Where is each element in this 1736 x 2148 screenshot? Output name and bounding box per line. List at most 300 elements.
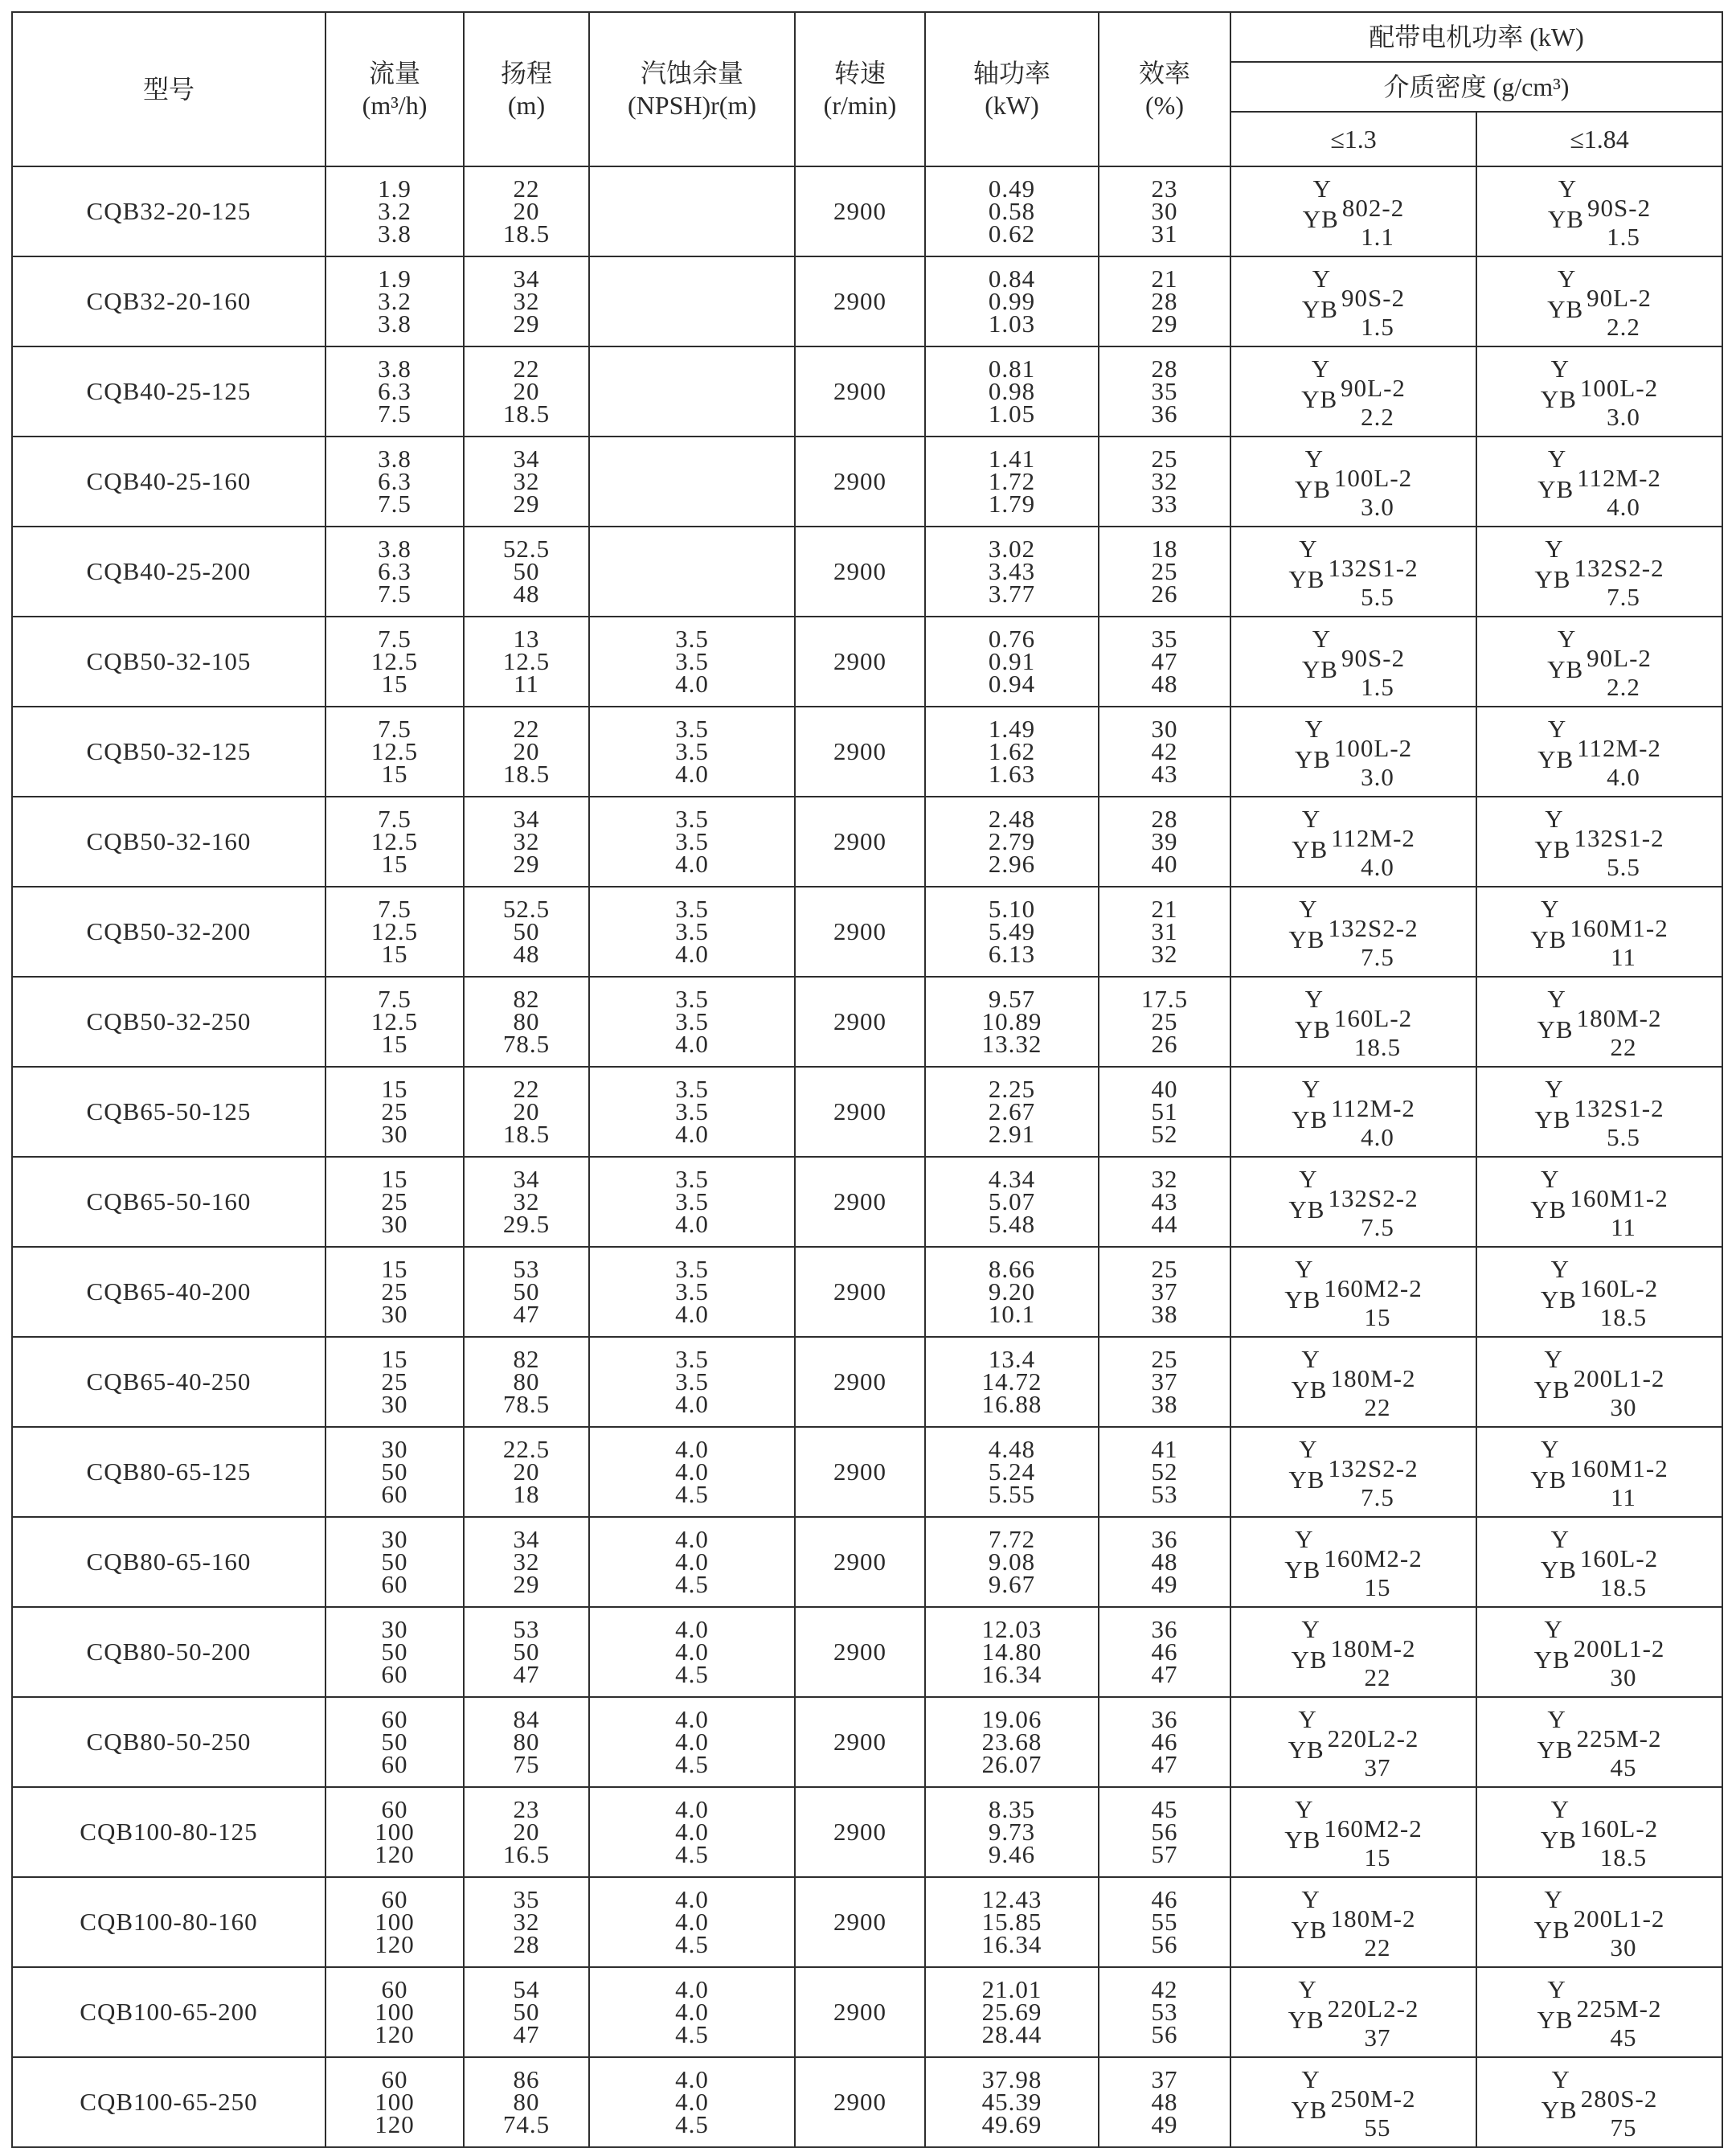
head-values-value: 22 xyxy=(513,355,540,383)
motor-low-density xyxy=(1301,624,1406,701)
efficiency-values-value: 36 xyxy=(1151,1525,1178,1553)
npsh-cell xyxy=(589,1697,795,1787)
npsh-cell xyxy=(589,1607,795,1697)
motor-low-cell xyxy=(1230,617,1476,707)
flow-values xyxy=(326,1255,463,1328)
efficiency-values-value: 32 xyxy=(1151,940,1178,968)
power-values xyxy=(926,895,1098,968)
head-values-value: 80 xyxy=(513,2088,540,2116)
table-row xyxy=(12,1967,1722,2057)
model-name: CQB40-25-125 xyxy=(86,377,252,405)
power-values xyxy=(926,1975,1098,2048)
head-values xyxy=(465,2065,588,2138)
motor-series-y: Y xyxy=(1550,1524,1570,1553)
flow-values-value: 60 xyxy=(381,2065,408,2093)
efficiency-values xyxy=(1099,264,1230,338)
head-values-value: 50 xyxy=(513,557,540,585)
head-values-value: 20 xyxy=(513,377,540,405)
power-values-value: 9.08 xyxy=(988,1547,1036,1576)
efficiency-cell xyxy=(1099,1877,1230,1967)
motor-series-yb: YB xyxy=(1294,1015,1331,1043)
head-values xyxy=(465,535,588,608)
efficiency-cell xyxy=(1099,256,1230,346)
motor-model: 220L2-2 xyxy=(1327,1724,1419,1752)
table-row xyxy=(12,1157,1722,1247)
motor-low-cell xyxy=(1230,1157,1476,1247)
motor-high-density xyxy=(1541,2064,1658,2142)
head-values-value: 34 xyxy=(513,1165,540,1193)
npsh-values xyxy=(590,2065,794,2138)
flow-values-value: 100 xyxy=(375,1998,415,2026)
power-values xyxy=(926,985,1098,1058)
head-cell xyxy=(464,797,589,887)
motor-high-density xyxy=(1530,1164,1668,1241)
npsh-values-value: 4.0 xyxy=(675,2065,709,2093)
power-values-value: 9.20 xyxy=(988,1277,1036,1306)
motor-low-density xyxy=(1288,1704,1419,1781)
efficiency-values xyxy=(1099,174,1230,248)
power-values-value: 26.07 xyxy=(981,1750,1042,1778)
head-cell xyxy=(464,1337,589,1427)
efficiency-values-value: 30 xyxy=(1151,197,1178,225)
flow-values-value: 60 xyxy=(381,1570,408,1598)
model-name: CQB100-65-200 xyxy=(80,1998,258,2026)
flow-values-value: 7.5 xyxy=(378,895,411,923)
motor-model: 160M1-2 xyxy=(1570,1183,1668,1212)
flow-values-value: 15 xyxy=(381,940,408,968)
npsh-values-value: 4.0 xyxy=(675,850,709,878)
motor-low-density xyxy=(1301,264,1406,341)
npsh-values-value: 3.5 xyxy=(675,1345,709,1373)
npsh-values xyxy=(590,1615,794,1688)
head-values-value: 34 xyxy=(513,264,540,293)
motor-high-density xyxy=(1533,1884,1665,1961)
flow-cell xyxy=(326,887,464,977)
speed-cell xyxy=(795,1337,925,1427)
npsh-values-value: 4.5 xyxy=(675,1660,709,1688)
head-cell xyxy=(464,1427,589,1517)
head-values-value: 20 xyxy=(513,1097,540,1125)
flow-values-value: 15 xyxy=(381,1165,408,1193)
flow-values-value: 50 xyxy=(381,1457,408,1486)
head-values xyxy=(465,1165,588,1238)
npsh-values xyxy=(590,1435,794,1508)
speed-value: 2900 xyxy=(833,737,886,765)
table-row xyxy=(12,1247,1722,1337)
flow-values-value: 1.9 xyxy=(378,174,411,203)
npsh-values-value: 4.5 xyxy=(675,1570,709,1598)
efficiency-values-value: 25 xyxy=(1151,557,1178,585)
motor-series-y: Y xyxy=(1550,1794,1570,1823)
motor-kw: 5.5 xyxy=(1607,1122,1640,1151)
head-values-value: 18.5 xyxy=(502,760,551,788)
flow-values xyxy=(326,264,463,338)
table-body xyxy=(12,166,1722,2147)
motor-low-density xyxy=(1291,1614,1416,1691)
motor-low-density xyxy=(1291,1884,1416,1961)
motor-model: 100L-2 xyxy=(1333,733,1413,762)
npsh-cell xyxy=(589,256,795,346)
speed-value: 2900 xyxy=(833,1638,886,1666)
npsh-values-value: 3.5 xyxy=(675,1165,709,1193)
efficiency-values-value: 57 xyxy=(1151,1840,1178,1868)
motor-series-yb: YB xyxy=(1540,384,1577,413)
efficiency-values xyxy=(1099,1975,1230,2048)
power-values-value: 7.72 xyxy=(988,1525,1036,1553)
head-values-value: 52.5 xyxy=(502,535,551,563)
motor-series-yb: YB xyxy=(1533,1375,1570,1404)
flow-values-value: 25 xyxy=(381,1187,408,1215)
power-values-value: 0.76 xyxy=(988,625,1036,653)
efficiency-cell xyxy=(1099,1427,1230,1517)
model-cell xyxy=(12,617,326,707)
efficiency-values-value: 26 xyxy=(1151,580,1178,608)
speed-cell xyxy=(795,1697,925,1787)
head-values-value: 29.5 xyxy=(502,1210,551,1238)
power-values xyxy=(926,1345,1098,1418)
npsh-values-value: 4.5 xyxy=(675,2020,709,2048)
flow-values xyxy=(326,1705,463,1778)
npsh-values xyxy=(590,715,794,788)
flow-values-value: 7.5 xyxy=(378,715,411,743)
motor-kw: 37 xyxy=(1364,2023,1391,2052)
power-values-value: 2.79 xyxy=(988,827,1036,855)
motor-kw: 2.2 xyxy=(1361,402,1394,431)
model-cell xyxy=(12,166,326,256)
motor-series-y: Y xyxy=(1301,1074,1321,1103)
efficiency-values-value: 45 xyxy=(1151,1795,1178,1823)
npsh-values-value: 4.5 xyxy=(675,1480,709,1508)
efficiency-values-value: 47 xyxy=(1151,1750,1178,1778)
motor-high-density xyxy=(1547,264,1652,341)
npsh-values xyxy=(590,895,794,968)
motor-kw: 22 xyxy=(1364,1933,1391,1961)
efficiency-values-value: 17.5 xyxy=(1140,985,1189,1013)
motor-series-y: Y xyxy=(1557,264,1577,293)
flow-values xyxy=(326,625,463,698)
head-values-value: 84 xyxy=(513,1705,540,1733)
head-cell xyxy=(464,1517,589,1607)
motor-low-cell xyxy=(1230,166,1476,256)
motor-low-density xyxy=(1294,984,1413,1061)
power-cell xyxy=(925,527,1099,617)
efficiency-cell xyxy=(1099,1517,1230,1607)
motor-model: 160M2-2 xyxy=(1324,1543,1423,1572)
head-cell xyxy=(464,887,589,977)
model-name: CQB100-80-125 xyxy=(80,1818,258,1846)
motor-series-y: Y xyxy=(1550,354,1570,383)
motor-series-y: Y xyxy=(1547,444,1567,473)
power-values-value: 49.69 xyxy=(981,2110,1042,2138)
motor-low-cell xyxy=(1230,1787,1476,1877)
efficiency-cell xyxy=(1099,977,1230,1067)
motor-series-y: Y xyxy=(1550,1254,1570,1283)
efficiency-cell xyxy=(1099,2057,1230,2147)
motor-series-yb: YB xyxy=(1533,1645,1570,1674)
motor-series-y: Y xyxy=(1547,1704,1566,1733)
header-medium-density: 介质密度 (g/cm³) xyxy=(1230,62,1722,112)
motor-kw: 45 xyxy=(1610,1752,1637,1781)
model-cell xyxy=(12,437,326,527)
efficiency-values xyxy=(1099,1795,1230,1868)
header-speed: 转速 (r/min) xyxy=(795,12,925,166)
table-row xyxy=(12,2057,1722,2147)
model-cell xyxy=(12,1337,326,1427)
flow-values-value: 100 xyxy=(375,1818,415,1846)
power-values-value: 25.69 xyxy=(981,1998,1042,2026)
motor-series-yb: YB xyxy=(1288,1465,1325,1494)
head-cell xyxy=(464,617,589,707)
motor-model: 180M-2 xyxy=(1330,1634,1416,1662)
efficiency-values xyxy=(1099,985,1230,1058)
head-values-value: 80 xyxy=(513,1367,540,1396)
motor-series-yb: YB xyxy=(1301,654,1338,683)
head-values xyxy=(465,1705,588,1778)
motor-series-yb: YB xyxy=(1291,1375,1328,1404)
power-values-value: 21.01 xyxy=(981,1975,1042,2003)
model-cell xyxy=(12,977,326,1067)
efficiency-values-value: 48 xyxy=(1151,1547,1178,1576)
motor-kw: 11 xyxy=(1611,1482,1636,1511)
efficiency-cell xyxy=(1099,1157,1230,1247)
flow-values xyxy=(326,895,463,968)
motor-kw: 30 xyxy=(1610,1933,1637,1961)
motor-high-density xyxy=(1530,894,1668,971)
power-values-value: 16.34 xyxy=(981,1930,1042,1958)
head-values-value: 34 xyxy=(513,445,540,473)
npsh-values-value: 4.0 xyxy=(675,1390,709,1418)
header-head: 扬程 (m) xyxy=(464,12,589,166)
speed-value: 2900 xyxy=(833,197,886,225)
model-name: CQB32-20-125 xyxy=(86,197,252,225)
head-values xyxy=(465,1975,588,2048)
head-values xyxy=(465,174,588,248)
efficiency-values-value: 29 xyxy=(1151,309,1178,338)
header-density-high: ≤1.84 xyxy=(1476,112,1722,166)
flow-values-value: 100 xyxy=(375,2088,415,2116)
motor-high-cell xyxy=(1476,1427,1722,1517)
motor-model: 90L-2 xyxy=(1341,373,1406,402)
motor-series-yb: YB xyxy=(1540,1555,1577,1584)
motor-high-cell xyxy=(1476,707,1722,797)
motor-low-density xyxy=(1288,1974,1419,2052)
flow-values-value: 7.5 xyxy=(378,400,411,428)
model-name: CQB50-32-160 xyxy=(86,827,252,855)
npsh-values xyxy=(590,1345,794,1418)
motor-series-y: Y xyxy=(1299,894,1318,923)
flow-values-value: 3.8 xyxy=(378,309,411,338)
npsh-cell xyxy=(589,887,795,977)
flow-values-value: 50 xyxy=(381,1547,408,1576)
motor-series-y: Y xyxy=(1298,1704,1317,1733)
power-values-value: 1.41 xyxy=(988,445,1036,473)
model-cell xyxy=(12,1427,326,1517)
efficiency-values xyxy=(1099,1525,1230,1598)
head-values-value: 75 xyxy=(513,1750,540,1778)
motor-series-yb: YB xyxy=(1288,1735,1325,1764)
table-row xyxy=(12,1607,1722,1697)
flow-values-value: 7.5 xyxy=(378,625,411,653)
motor-series-yb: YB xyxy=(1541,2095,1578,2124)
flow-values xyxy=(326,1435,463,1508)
head-values-value: 50 xyxy=(513,1277,540,1306)
motor-model: 280S-2 xyxy=(1580,2084,1658,2113)
power-values-value: 6.13 xyxy=(988,940,1036,968)
efficiency-cell xyxy=(1099,1247,1230,1337)
flow-values-value: 60 xyxy=(381,1705,408,1733)
power-cell xyxy=(925,1337,1099,1427)
efficiency-values-value: 35 xyxy=(1151,625,1178,653)
npsh-cell xyxy=(589,2057,795,2147)
power-values xyxy=(926,805,1098,878)
flow-cell xyxy=(326,1697,464,1787)
model-cell xyxy=(12,1067,326,1157)
speed-cell xyxy=(795,1427,925,1517)
head-values-value: 20 xyxy=(513,737,540,765)
flow-values-value: 50 xyxy=(381,1728,408,1756)
efficiency-values-value: 56 xyxy=(1151,1930,1178,1958)
npsh-cell xyxy=(589,797,795,887)
model-name: CQB40-25-160 xyxy=(86,467,252,495)
motor-series-y: Y xyxy=(1299,534,1318,563)
motor-kw: 7.5 xyxy=(1607,582,1640,611)
flow-values xyxy=(326,1795,463,1868)
motor-model: 132S2-2 xyxy=(1328,913,1419,942)
motor-low-cell xyxy=(1230,797,1476,887)
power-values-value: 2.96 xyxy=(988,850,1036,878)
flow-cell xyxy=(326,1967,464,2057)
power-values-value: 14.80 xyxy=(981,1638,1042,1666)
motor-series-yb: YB xyxy=(1291,1915,1328,1944)
head-values-value: 32 xyxy=(513,467,540,495)
motor-series-y: Y xyxy=(1304,444,1325,473)
flow-cell xyxy=(326,437,464,527)
power-values-value: 3.02 xyxy=(988,535,1036,563)
motor-kw: 11 xyxy=(1611,942,1636,971)
table-row xyxy=(12,1427,1722,1517)
motor-kw: 7.5 xyxy=(1361,942,1394,971)
npsh-values-value: 4.0 xyxy=(675,670,709,698)
motor-low-cell xyxy=(1230,527,1476,617)
efficiency-values-value: 39 xyxy=(1151,827,1178,855)
motor-series-y: Y xyxy=(1299,1434,1318,1463)
npsh-cell xyxy=(589,1247,795,1337)
power-cell xyxy=(925,887,1099,977)
npsh-cell xyxy=(589,1517,795,1607)
power-values xyxy=(926,1705,1098,1778)
npsh-values xyxy=(590,1525,794,1598)
speed-value: 2900 xyxy=(833,1457,886,1486)
table-row xyxy=(12,527,1722,617)
efficiency-values-value: 46 xyxy=(1151,1728,1178,1756)
npsh-cell xyxy=(589,707,795,797)
motor-low-density xyxy=(1288,1164,1419,1241)
motor-series-yb: YB xyxy=(1301,384,1338,413)
head-values-value: 82 xyxy=(513,1345,540,1373)
head-cell xyxy=(464,1247,589,1337)
npsh-values-value: 3.5 xyxy=(675,1367,709,1396)
head-values-value: 50 xyxy=(513,1998,540,2026)
model-name: CQB65-40-250 xyxy=(86,1367,252,1396)
head-values xyxy=(465,264,588,338)
header-shaft-power: 轴功率 (kW) xyxy=(925,12,1099,166)
flow-values-value: 30 xyxy=(381,1435,408,1463)
flow-cell xyxy=(326,256,464,346)
power-values-value: 10.89 xyxy=(981,1007,1042,1035)
power-values-value: 16.34 xyxy=(981,1660,1042,1688)
efficiency-values-value: 26 xyxy=(1151,1030,1178,1058)
motor-series-yb: YB xyxy=(1537,1735,1574,1764)
power-values xyxy=(926,1075,1098,1148)
speed-value: 2900 xyxy=(833,1818,886,1846)
motor-low-density xyxy=(1288,1434,1419,1511)
head-cell xyxy=(464,437,589,527)
motor-high-cell xyxy=(1476,797,1722,887)
head-values-value: 48 xyxy=(513,940,540,968)
motor-kw: 37 xyxy=(1364,1752,1391,1781)
flow-values xyxy=(326,985,463,1058)
motor-high-cell xyxy=(1476,617,1722,707)
model-cell xyxy=(12,1697,326,1787)
motor-series-y: Y xyxy=(1301,2064,1320,2093)
speed-cell xyxy=(795,1157,925,1247)
table-row xyxy=(12,1787,1722,1877)
model-name: CQB80-65-160 xyxy=(86,1547,252,1576)
npsh-values-value: 4.5 xyxy=(675,1840,709,1868)
efficiency-cell xyxy=(1099,797,1230,887)
flow-values xyxy=(326,2065,463,2138)
efficiency-values-value: 40 xyxy=(1151,1075,1178,1103)
efficiency-values-value: 52 xyxy=(1151,1120,1178,1148)
efficiency-values-value: 42 xyxy=(1151,737,1178,765)
flow-values-value: 30 xyxy=(381,1210,408,1238)
motor-low-density xyxy=(1301,354,1406,431)
npsh-values-value: 4.0 xyxy=(675,1457,709,1486)
motor-series-y: Y xyxy=(1541,1434,1560,1463)
motor-series-yb: YB xyxy=(1533,1915,1570,1944)
motor-series-yb: YB xyxy=(1284,1825,1321,1854)
motor-high-density xyxy=(1530,1434,1668,1511)
motor-model: 112M-2 xyxy=(1577,463,1661,492)
efficiency-values-value: 36 xyxy=(1151,400,1178,428)
motor-kw: 5.5 xyxy=(1607,852,1640,881)
flow-values-value: 1.9 xyxy=(378,264,411,293)
power-values-value: 4.34 xyxy=(988,1165,1036,1193)
motor-low-density xyxy=(1292,804,1415,881)
npsh-values-value: 4.5 xyxy=(675,2110,709,2138)
flow-values-value: 12.5 xyxy=(371,647,419,675)
motor-series-y: Y xyxy=(1545,1074,1564,1103)
head-values-value: 13 xyxy=(513,625,540,653)
motor-high-cell xyxy=(1476,1967,1722,2057)
motor-series-yb: YB xyxy=(1294,744,1331,773)
npsh-cell xyxy=(589,1427,795,1517)
efficiency-values-value: 49 xyxy=(1151,2110,1178,2138)
motor-low-cell xyxy=(1230,2057,1476,2147)
efficiency-cell xyxy=(1099,1787,1230,1877)
efficiency-values-value: 21 xyxy=(1151,264,1178,293)
npsh-values-value: 4.0 xyxy=(675,1210,709,1238)
head-values-value: 35 xyxy=(513,1885,540,1913)
motor-series-y: Y xyxy=(1312,624,1332,653)
model-cell xyxy=(12,2057,326,2147)
speed-value: 2900 xyxy=(833,827,886,855)
flow-values-value: 15 xyxy=(381,670,408,698)
npsh-values-value: 4.0 xyxy=(675,1795,709,1823)
power-cell xyxy=(925,346,1099,437)
motor-series-yb: YB xyxy=(1534,834,1571,863)
motor-model: 160L-2 xyxy=(1579,1543,1659,1572)
